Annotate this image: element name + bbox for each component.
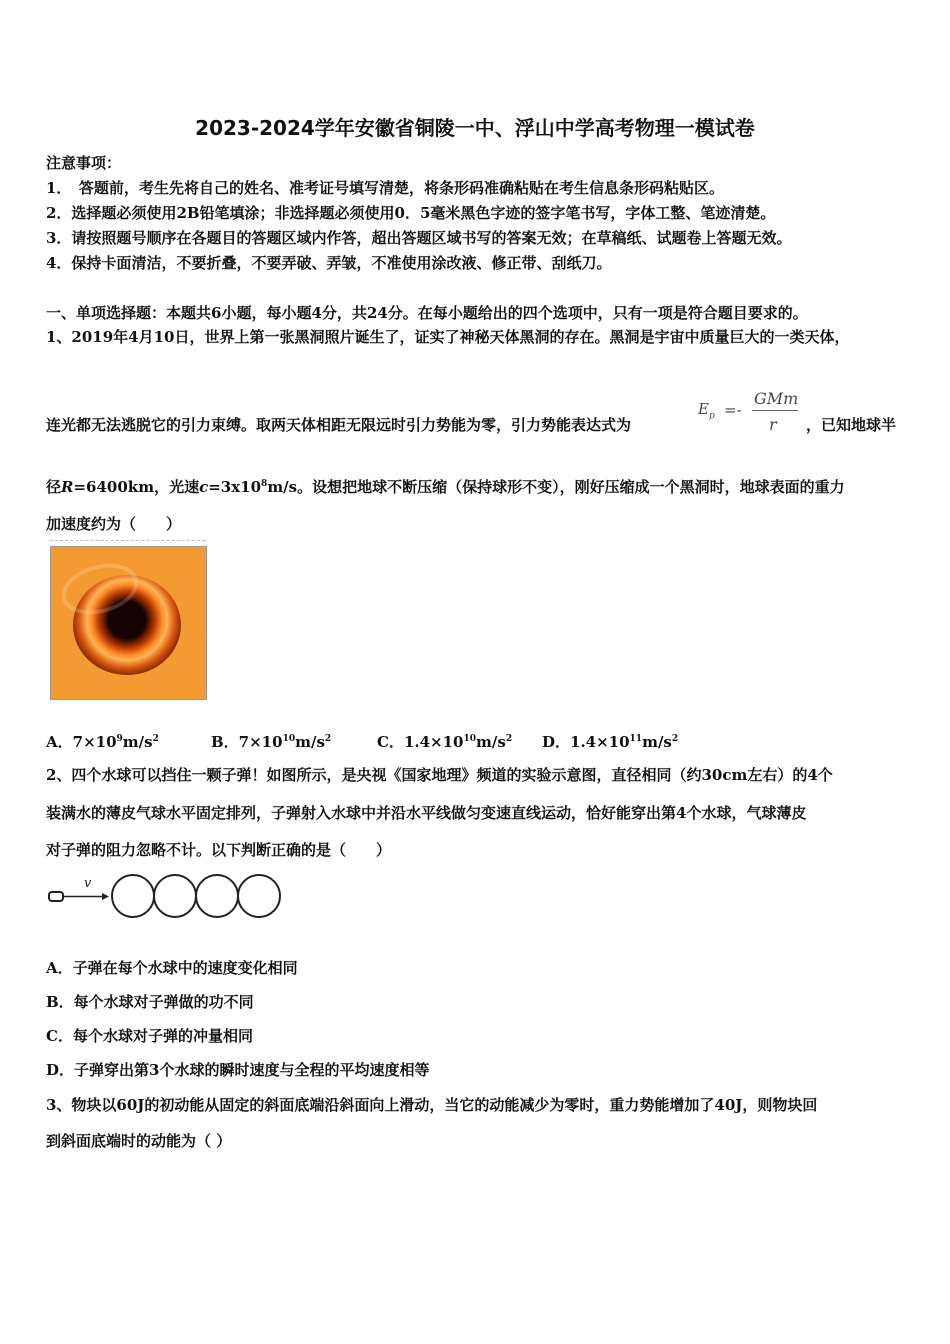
q1-option-c[interactable] [377, 731, 512, 752]
opt-a-sq: 2 [152, 734, 159, 744]
q1-line-2-tail: ，已知地球半 [806, 416, 897, 434]
opt-d-pre: D．1.4×10 [542, 733, 630, 751]
opt-b-unit: m/s [295, 733, 325, 751]
formula-equals: =- [724, 401, 742, 419]
q1-option-a[interactable] [46, 731, 159, 752]
formula-e: E [698, 400, 709, 418]
notice-item-1: 1． 答题前，考生先将自己的姓名、准考证号填写清楚，将条形码准确粘贴在考生信息条形码粘贴区。 [46, 179, 724, 197]
bullet-icon [49, 892, 63, 901]
q1-option-d[interactable] [542, 731, 678, 752]
black-hole-image [50, 546, 207, 700]
q1-option-b[interactable] [211, 731, 331, 752]
q1-text-b: =6400km，光速 [73, 478, 200, 496]
q1-line-1: 1、2019年4月10日，世界上第一张黑洞照片诞生了，证实了神秘天体黑洞的存在。黑洞是宇宙中质量巨大的一类天体， [46, 328, 850, 346]
opt-d-sq: 2 [671, 734, 679, 744]
q2-option-d[interactable]: D．子弹穿出第3个水球的瞬时速度与全程的平均速度相等 [46, 1061, 430, 1079]
q1-exp: 8 [261, 479, 268, 489]
image-dashed-border [50, 540, 205, 541]
q2-line-1: 2、四个水球可以挡住一颗子弹！如图所示，是央视《国家地理》频道的实验示意图，直径相同（约30cm左右）的4个 [46, 766, 833, 784]
q1-text-a: 径 [46, 478, 62, 496]
water-balloon-3 [196, 875, 238, 917]
opt-c-exp: 10 [463, 734, 477, 744]
formula-sub: p [708, 411, 715, 421]
formula-numerator: GMm [754, 389, 799, 408]
q1-line-2 [46, 414, 631, 435]
opt-d-unit: m/s [642, 733, 672, 751]
q2-line-3: 对子弹的阻力忽略不计。以下判断正确的是（ ） [46, 841, 392, 859]
q1-var-r: R [61, 478, 74, 496]
q1-text-d: m/s。设想把地球不断压缩（保持球形不变），刚好压缩成一个黑洞时，地球表面的重力 [267, 478, 845, 496]
opt-b-pre: B．7×10 [211, 733, 283, 751]
opt-a-pre: A．7×10 [46, 733, 117, 751]
water-balloon-2 [154, 875, 196, 917]
q1-text-c: =3x10 [208, 478, 262, 496]
opt-a-exp: 9 [116, 734, 123, 744]
velocity-label: v [84, 876, 92, 891]
q3-line-2: 到斜面底端时的动能为（ ） [46, 1132, 232, 1150]
arrow-head-icon [102, 893, 109, 900]
q1-line-3 [46, 476, 845, 497]
opt-b-exp: 10 [282, 734, 296, 744]
notice-item-3: 3．请按照题号顺序在各题目的答题区域内作答，超出答题区域书写的答案无效；在草稿纸、试题卷上答题无效。 [46, 229, 792, 247]
formula-fraction-bar [752, 410, 798, 411]
notice-item-4: 4．保持卡面清洁，不要折叠，不要弄破、弄皱，不准使用涂改液、修正带、刮纸刀。 [46, 254, 612, 272]
formula-ep [698, 400, 715, 421]
opt-b-sq: 2 [324, 734, 332, 744]
opt-c-unit: m/s [476, 733, 506, 751]
opt-a-unit: m/s [122, 733, 153, 751]
opt-c-pre: C．1.4×10 [377, 733, 464, 751]
page-title: 2023-2024学年安徽省铜陵一中、浮山中学高考物理一模试卷 [195, 116, 755, 140]
q1-line-4: 加速度约为（ ） [46, 515, 182, 533]
notice-heading: 注意事项： [46, 154, 122, 172]
q2-line-2: 装满水的薄皮气球水平固定排列，子弹射入水球中并沿水平线做匀变速直线运动，恰好能穿出第4个水球，气球薄皮 [46, 804, 807, 822]
notice-item-2: 2．选择题必须使用2B铅笔填涂；非选择题必须使用0．5毫米黑色字迹的签字笔书写，字体工整、笔迹清楚。 [46, 204, 776, 222]
q2-option-c[interactable]: C．每个水球对子弹的冲量相同 [46, 1027, 253, 1045]
q1-line-2-text: 连光都无法逃脱它的引力束缚。取两天体相距无限远时引力势能为零，引力势能表达式为 [46, 416, 632, 434]
formula-denominator: r [769, 415, 777, 434]
opt-d-exp: 11 [629, 734, 643, 744]
water-balloon-1 [112, 875, 154, 917]
q3-line-1: 3、物块以60J的初动能从固定的斜面底端沿斜面向上滑动，当它的动能减少为零时，重力势能增加了40J，则物块回 [46, 1096, 818, 1114]
water-balloon-4 [238, 875, 280, 917]
q2-option-a[interactable]: A．子弹在每个水球中的速度变化相同 [46, 959, 298, 977]
section-heading: 一、单项选择题：本题共6小题，每小题4分，共24分。在每小题给出的四个选项中，只有一项是符合题目要求的。 [46, 304, 808, 322]
water-balloon-diagram [46, 870, 286, 920]
q1-var-c: c [199, 478, 209, 496]
q2-option-b[interactable]: B．每个水球对子弹做的功不同 [46, 993, 254, 1011]
opt-c-sq: 2 [505, 734, 513, 744]
